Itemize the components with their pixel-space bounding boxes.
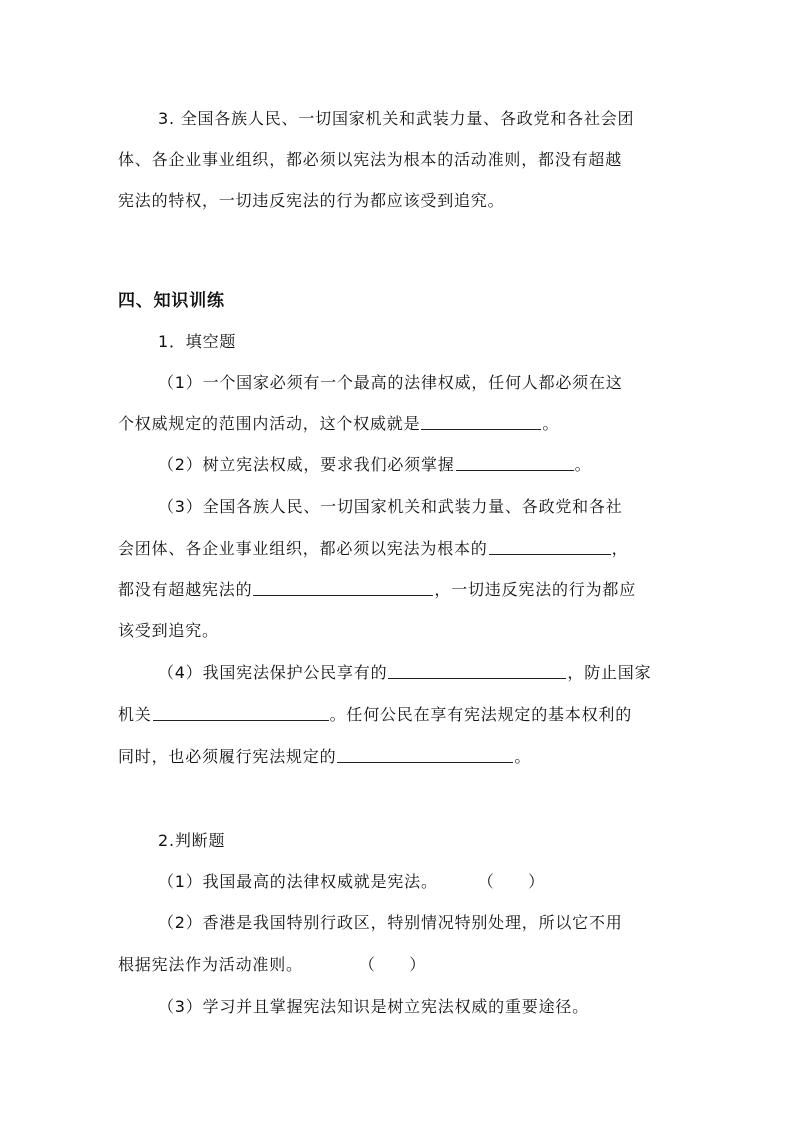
judge-q2-line-1: （2）香港是我国特别行政区，特别情况特别处理，所以它不用 — [158, 913, 623, 932]
judge-q2-line-2 — [118, 954, 678, 976]
fill-q4-end: 。 — [514, 747, 532, 766]
fill-q4-text-b: ，防止国家 — [567, 663, 652, 682]
judge-q2-text: 根据宪法作为活动准则。 — [118, 955, 303, 974]
fill-q4-text-d: 。任何公民在享有宪法规定的基本权利的 — [329, 705, 633, 724]
fill-q3-comma: ， — [611, 539, 629, 558]
judge-q1-line — [158, 871, 718, 893]
fill-q2-text: （2）树立宪法权威，要求我们必须掌握 — [158, 455, 455, 474]
fill-q3-line-2 — [118, 538, 678, 560]
fill-q3-answer-blank-2[interactable] — [253, 579, 433, 596]
fill-q1-end: 。 — [542, 414, 560, 433]
fill-q4-line-1 — [158, 662, 718, 684]
fill-q3-text-a: 会团体、各企业事业组织，都必须以宪法为根本的 — [118, 539, 488, 558]
fill-q3-answer-blank-1[interactable] — [489, 538, 611, 555]
fill-q3-line-1: （3）全国各族人民、一切国家机关和武装力量、各政党和各社 — [158, 497, 623, 516]
fill-blank-title: 1．填空题 — [158, 332, 237, 351]
fill-q2-answer-blank[interactable] — [456, 454, 574, 471]
fill-q3-text-c: ，一切违反宪法的行为都应 — [434, 580, 637, 599]
fill-q1-line-2 — [118, 413, 678, 435]
judge-title: 2.判断题 — [158, 831, 226, 850]
fill-q4-answer-blank-2[interactable] — [153, 704, 329, 721]
fill-q4-text-c: 机关 — [118, 705, 152, 724]
fill-q4-text-e: 同时，也必须履行宪法规定的 — [118, 747, 337, 766]
fill-q4-line-3 — [118, 746, 678, 768]
judge-q1-answer-paren[interactable]: （ ） — [477, 872, 545, 891]
fill-q3-text-b: 都没有超越宪法的 — [118, 580, 253, 599]
judge-q3-line: （3）学习并且掌握宪法知识是树立宪法权威的重要途径。 — [158, 997, 589, 1016]
fill-q3-line-4: 该受到追究。 — [118, 621, 219, 640]
fill-q4-text-a: （4）我国宪法保护公民享有的 — [158, 663, 388, 682]
fill-q4-line-2 — [118, 704, 678, 726]
paragraph-3-line-2: 体、各企业事业组织，都必须以宪法为根本的活动准则，都没有超越 — [118, 150, 623, 169]
paragraph-3-line-1: 3. 全国各族人民、一切国家机关和武装力量、各政党和各社会团 — [158, 109, 635, 128]
fill-q4-answer-blank-3[interactable] — [337, 746, 513, 763]
fill-q4-answer-blank-1[interactable] — [388, 662, 566, 679]
fill-q1-answer-blank[interactable] — [421, 413, 541, 430]
fill-q2-end: 。 — [574, 455, 592, 474]
fill-q2-line — [158, 454, 718, 476]
judge-q2-answer-paren[interactable]: （ ） — [358, 955, 427, 974]
fill-q1-text: 个权威规定的范围内活动，这个权威就是 — [118, 414, 421, 433]
fill-q3-line-3 — [118, 579, 678, 601]
paragraph-3-line-3: 宪法的特权，一切违反宪法的行为都应该受到追究。 — [118, 191, 505, 210]
judge-q1-text: （1）我国最高的法律权威就是宪法。 — [158, 872, 438, 891]
section-heading: 四、知识训练 — [118, 291, 225, 311]
fill-q1-line-1: （1）一个国家必须有一个最高的法律权威，任何人都必须在这 — [158, 373, 623, 392]
